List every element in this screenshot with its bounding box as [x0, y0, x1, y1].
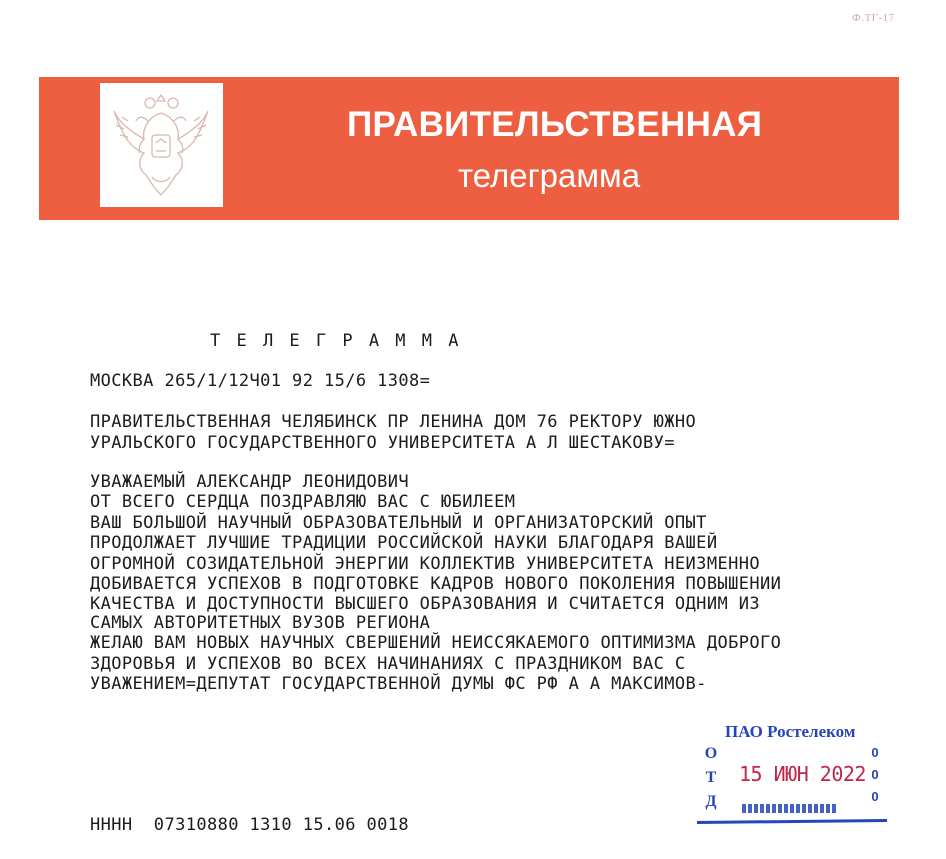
stamp-zero: 0 — [871, 767, 879, 782]
stamp-letter: О — [704, 745, 718, 762]
address-line: ПРАВИТЕЛЬСТВЕННАЯ ЧЕЛЯБИНСК ПР ЛЕНИНА ДОМ 76 РЕКТОРУ ЮЖНО — [90, 412, 697, 432]
body-line: ДОБИВАЕТСЯ УСПЕХОВ В ПОДГОТОВКЕ КАДРОВ НОВОГО ПОКОЛЕНИЯ ПОВЫШЕНИИ — [90, 574, 782, 594]
telegram-heading: Т Е Л Е Г Р А М М А — [210, 331, 462, 351]
stamp-zero: 0 — [871, 789, 879, 804]
russian-coat-of-arms-icon — [108, 91, 215, 199]
stamp-signature-icon — [742, 804, 838, 813]
body-line: САМЫХ АВТОРИТЕТНЫХ ВУЗОВ РЕГИОНА — [90, 613, 431, 633]
stamp-zeros — [869, 742, 881, 808]
telegram-header-line: МОСКВА 265/1/12Ч01 92 15/6 1308= — [90, 371, 431, 391]
delivery-stamp — [697, 716, 887, 828]
stamp-letter: Д — [705, 793, 717, 810]
body-line: ЖЕЛАЮ ВАМ НОВЫХ НАУЧНЫХ СВЕРШЕНИЙ НЕИССЯКАЕМОГО ОПТИМИЗМА ДОБРОГО — [90, 633, 782, 653]
stamp-underline — [697, 819, 887, 824]
body-line: УВАЖЕНИЕМ=ДЕПУТАТ ГОСУДАРСТВЕННОЙ ДУМЫ ФС РФ А А МАКСИМОВ- — [90, 674, 707, 694]
service-line: НННН 07310880 1310 15.06 0018 — [90, 815, 410, 835]
body-line: ОГРОМНОЙ СОЗИДАТЕЛЬНОЙ ЭНЕРГИИ КОЛЛЕКТИВ УНИВЕРСИТЕТА НЕИЗМЕННО — [90, 554, 760, 574]
stamp-org: ПАО Ростелеком — [725, 722, 856, 741]
government-telegram-banner — [39, 77, 899, 220]
stamp-letter: Т — [705, 769, 717, 786]
body-line: ЗДОРОВЬЯ И УСПЕХОВ ВО ВСЕХ НАЧИНАНИЯХ С ПРАЗДНИКОМ ВАС С — [90, 654, 686, 674]
banner-title: ПРАВИТЕЛЬСТВЕННАЯ — [347, 105, 763, 144]
body-line: КАЧЕСТВА И ДОСТУПНОСТИ ВЫСШЕГО ОБРАЗОВАНИЯ И СЧИТАЕТСЯ ОДНИМ ИЗ — [90, 594, 760, 614]
emblem-box — [100, 83, 223, 207]
stamp-dept-letters — [703, 742, 719, 814]
address-line: УРАЛЬСКОГО ГОСУДАРСТВЕННОГО УНИВЕРСИТЕТА А Л ШЕСТАКОВУ= — [90, 433, 675, 453]
stamp-date: 15 ИЮН 2022 — [739, 762, 866, 786]
body-line: УВАЖАЕМЫЙ АЛЕКСАНДР ЛЕОНИДОВИЧ — [90, 472, 410, 492]
banner-subtitle: телеграмма — [458, 157, 641, 194]
body-line: ОТ ВСЕГО СЕРДЦА ПОЗДРАВЛЯЮ ВАС С ЮБИЛЕЕМ — [90, 492, 516, 512]
body-line: ВАШ БОЛЬШОЙ НАУЧНЫЙ ОБРАЗОВАТЕЛЬНЫЙ И ОРГАНИЗАТОРСКИЙ ОПЫТ — [90, 513, 707, 533]
stamp-zero: 0 — [871, 745, 879, 760]
form-code: Ф.ТГ-17 — [852, 12, 895, 24]
body-line: ПРОДОЛЖАЕТ ЛУЧШИЕ ТРАДИЦИИ РОССИЙСКОЙ НАУКИ БЛАГОДАРЯ ВАШЕЙ — [90, 533, 718, 553]
